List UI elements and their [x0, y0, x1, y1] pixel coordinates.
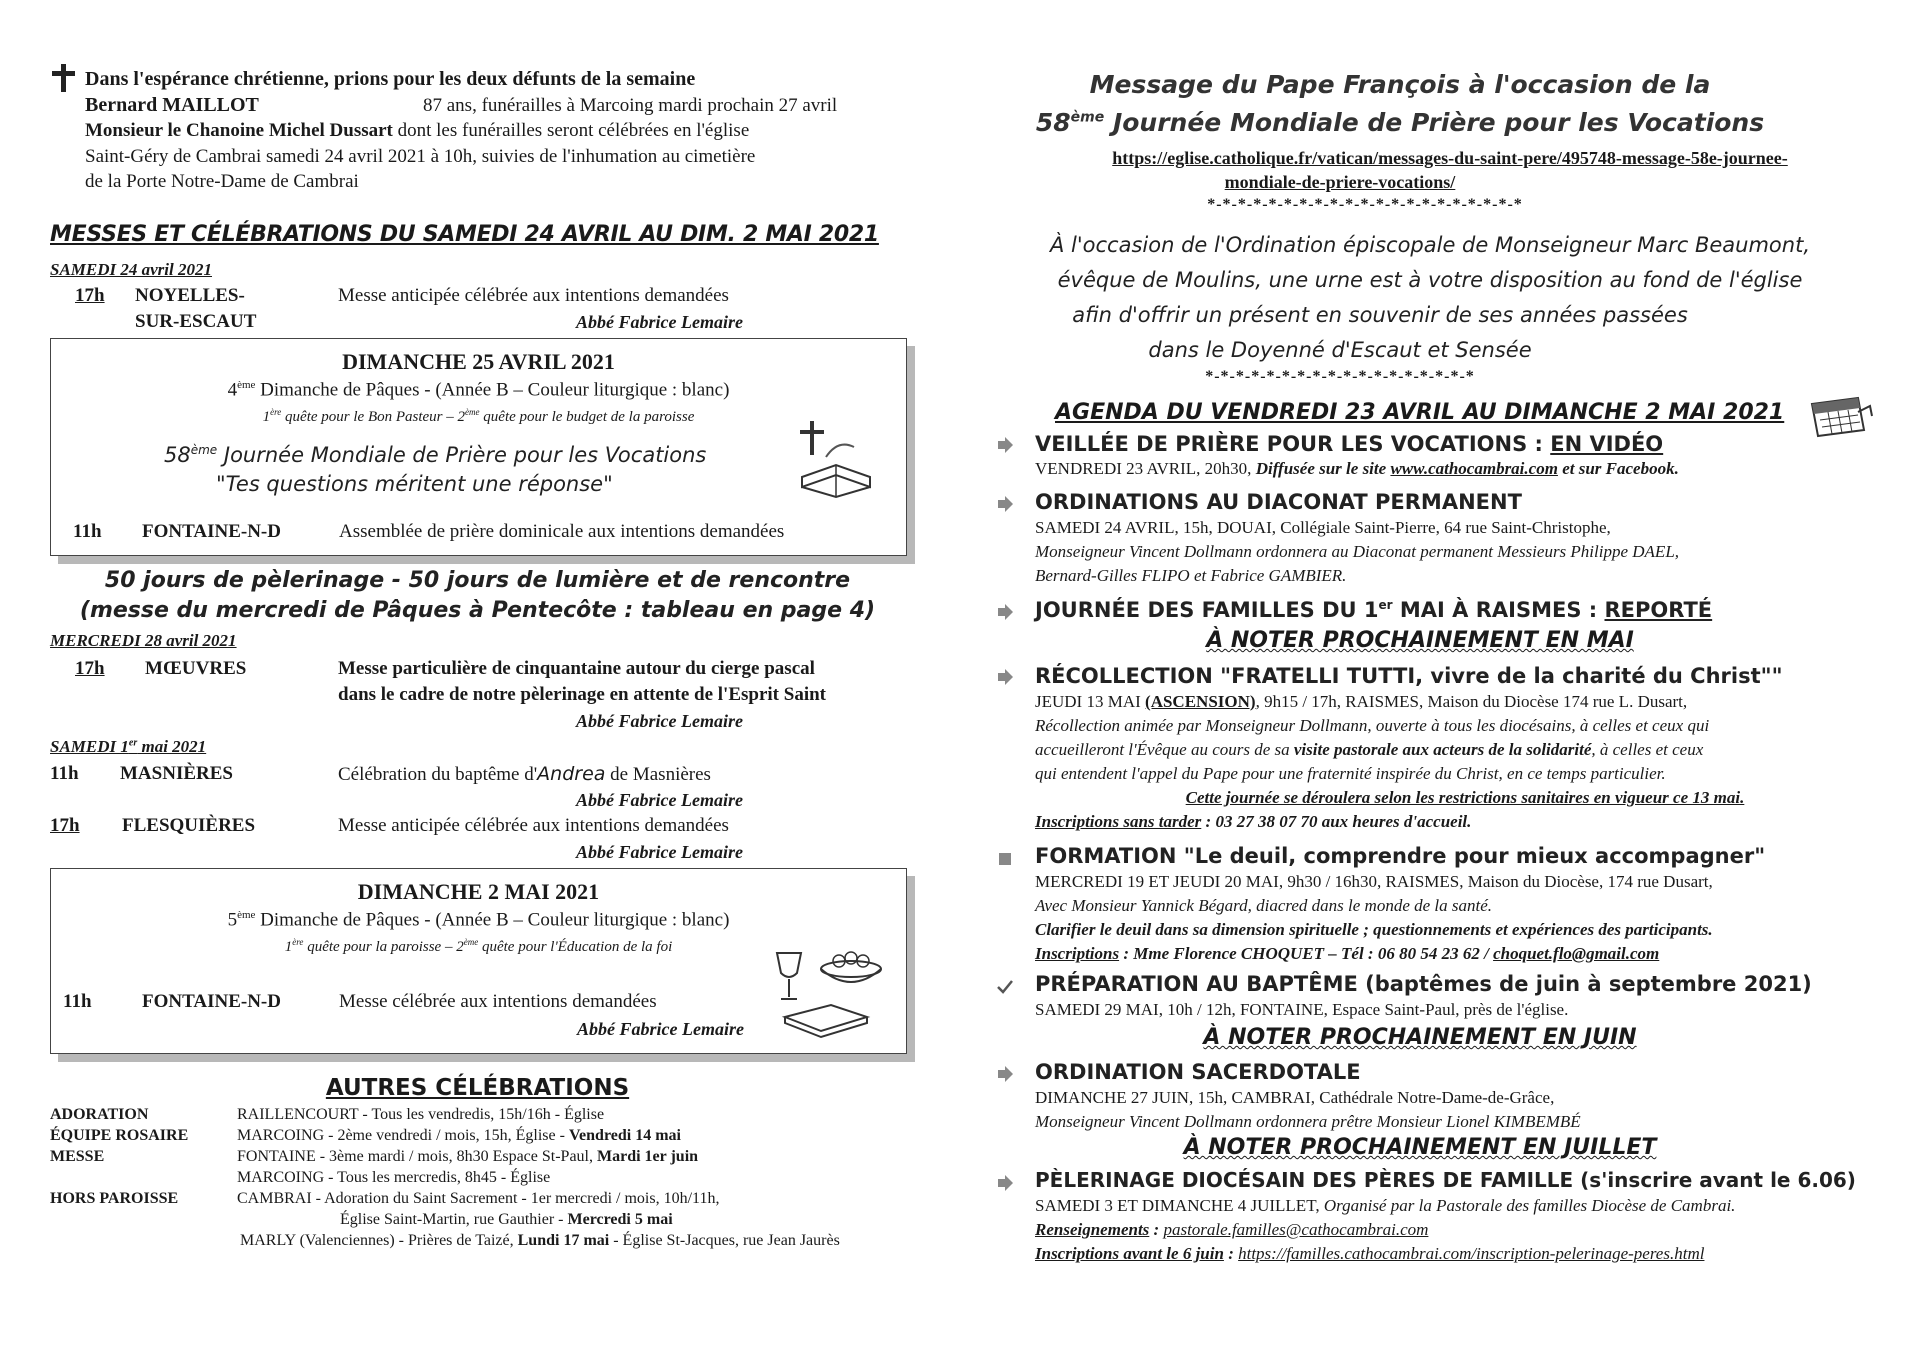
sun25-desc: Assemblée de prière dominicale aux intentions demandées — [339, 521, 785, 542]
wed28-place: MŒUVRES — [145, 658, 247, 679]
ordination-stars: *-*-*-*-*-*-*-*-*-*-*-*-*-*-*-*-*-* — [1205, 368, 1475, 385]
autres-label-2: ÉQUIPE ROSAIRE — [50, 1127, 189, 1144]
autres-label-3: MESSE — [50, 1148, 105, 1165]
deceased-2-line2: Saint-Géry de Cambrai samedi 24 avril 2021 à 10h, suivies de l'inhumation au cimetière — [85, 146, 756, 167]
sunday-2-box — [50, 868, 907, 1054]
sun25-quote: "Tes questions méritent une réponse" — [216, 472, 613, 496]
autres-text-6: Église Saint-Martin, rue Gauthier - Mercredi 5 mai — [340, 1211, 673, 1228]
wed28-time: 17h — [75, 658, 105, 679]
arrow-bullet-icon — [996, 668, 1014, 686]
sun2-time: 11h — [63, 991, 92, 1012]
sat1-r1-place: MASNIÈRES — [120, 763, 233, 784]
pope-line-1: Message du Pape François à l'occasion de la — [1089, 70, 1711, 99]
deceased-1-name: Bernard MAILLOT — [85, 94, 259, 116]
ordination-notice-4: dans le Doyenné d'Escaut et Sensée — [1148, 338, 1532, 362]
sun2-place: FONTAINE-N-D — [142, 991, 281, 1012]
calendar-icon — [1808, 392, 1876, 440]
pelerinage-url-link[interactable]: https://familles.cathocambrai.com/inscription-pelerinage-peres.html — [1238, 1244, 1705, 1263]
pelerinage-line-3: Inscriptions avant le 6 juin : https://familles.cathocambrai.com/inscription-pelerinage-peres.html — [1035, 1244, 1705, 1263]
diaconat-title: ORDINATIONS AU DIACONAT PERMANENT — [1035, 490, 1522, 514]
pope-url-line-1[interactable]: https://eglise.catholique.fr/vatican/messages-du-saint-pere/495748-message-58e-journee- — [1112, 148, 1788, 168]
sunday-25-box — [50, 338, 907, 556]
pelerinage-line-2: Renseignements : pastorale.familles@cathocambrai.com — [1035, 1220, 1429, 1239]
recollection-title: RÉCOLLECTION "FRATELLI TUTTI, vivre de la charité du Christ"" — [1035, 664, 1783, 688]
recollection-line-6: Inscriptions sans tarder : 03 27 38 07 70 aux heures d'accueil. — [1035, 812, 1472, 831]
sun25-place: FONTAINE-N-D — [142, 521, 281, 542]
sun25-subtitle: 4ème Dimanche de Pâques - (Année B – Couleur liturgique : blanc) — [227, 379, 730, 401]
recollection-line-5: Cette journée se déroulera selon les restrictions sanitaires en vigueur ce 13 mai. — [1185, 788, 1745, 807]
sat1-r2-time: 17h — [50, 815, 80, 836]
ordination-notice-3: afin d'offrir un présent en souvenir de ses années passées — [1072, 303, 1688, 327]
sat1-r2-place: FLESQUIÈRES — [122, 815, 256, 836]
sat1-r1-priest: Abbé Fabrice Lemaire — [576, 790, 743, 810]
sat1-r1-desc: Célébration du baptême d'Andrea de Masnières — [338, 763, 711, 785]
autres-label-5: HORS PAROISSE — [50, 1190, 179, 1207]
sun25-title: DIMANCHE 25 AVRIL 2021 — [342, 349, 615, 374]
pelerinage-line-1: SAMEDI 3 ET DIMANCHE 4 JUILLET, Organisé par la Pastorale des familles Diocèse de Cambrai. — [1035, 1196, 1736, 1215]
bapteme-title: PRÉPARATION AU BAPTÊME (baptêmes de juin à septembre 2021) — [1035, 972, 1812, 996]
autres-text-4: MARCOING - Tous les mercredis, 8h45 - Église — [237, 1169, 551, 1186]
square-bullet-icon — [996, 850, 1014, 868]
formation-line-1: MERCREDI 19 ET JEUDI 20 MAI, 9h30 / 16h30, RAISMES, Maison du Diocèse, 174 rue Dusart, — [1035, 872, 1713, 891]
sun2-priest: Abbé Fabrice Lemaire — [577, 1019, 744, 1039]
wed28-date: MERCREDI 28 avril 2021 — [50, 631, 237, 650]
autres-text-7: MARLY (Valenciennes) - Prières de Taizé, Lundi 17 mai - Église St-Jacques, rue Jean Jaurès — [240, 1232, 840, 1249]
arrow-bullet-icon — [996, 603, 1014, 621]
autres-label-1: ADORATION — [50, 1106, 149, 1123]
autres-title: AUTRES CÉLÉBRATIONS — [325, 1075, 630, 1101]
veillee-title: VEILLÉE DE PRIÈRE POUR LES VOCATIONS : EN VIDÉO — [1035, 432, 1664, 456]
pilgrimage-line-2: (messe du mercredi de Pâques à Pentecôte : tableau en page 4) — [79, 598, 876, 623]
sun2-quete: 1ère quête pour la paroisse – 2ème quête pour l'Éducation de la foi — [284, 937, 673, 955]
arrow-bullet-icon — [996, 495, 1014, 513]
wed28-desc-2: dans le cadre de notre pèlerinage en attente de l'Esprit Saint — [338, 684, 826, 705]
veillee-link[interactable]: www.cathocambrai.com — [1390, 459, 1558, 478]
sat1-date: SAMEDI 1er mai 2021 — [50, 737, 207, 756]
veillee-detail: VENDREDI 23 AVRIL, 20h30, Diffusée sur le site www.cathocambrai.com et sur Facebook. — [1035, 459, 1679, 478]
wed28-desc-1: Messe particulière de cinquantaine autour du cierge pascal — [338, 658, 815, 679]
masses-title: MESSES ET CÉLÉBRATIONS DU SAMEDI 24 AVRIL AU DIM. 2 MAI 2021 — [50, 222, 879, 247]
pelerinage-email-link[interactable]: pastorale.familles@cathocambrai.com — [1163, 1220, 1429, 1239]
formation-title: FORMATION "Le deuil, comprendre pour mieux accompagner" — [1035, 844, 1766, 868]
chalice-bread-icon — [771, 939, 891, 1039]
diaconat-line-3: Bernard-Gilles FLIPO et Fabrice GAMBIER. — [1035, 566, 1347, 585]
diaconat-line-1: SAMEDI 24 AVRIL, 15h, DOUAI, Collégiale Saint-Pierre, 64 rue Saint-Christophe, — [1035, 518, 1611, 537]
sat24-time: 17h — [75, 285, 105, 306]
sat24-priest: Abbé Fabrice Lemaire — [576, 312, 743, 332]
deceased-2-line — [85, 120, 749, 142]
pope-url-line-2[interactable]: mondiale-de-priere-vocations/ — [1224, 172, 1456, 192]
sat1-r1-time: 11h — [50, 763, 79, 784]
formation-line-3: Clarifier le deuil dans sa dimension spirituelle ; questionnements et expériences des participants. — [1035, 920, 1713, 939]
recollection-line-2: Récollection animée par Monseigneur Dollmann, ouverte à tous les diocésains, à celles et ceux qui — [1035, 716, 1710, 735]
sacerdotale-line-1: DIMANCHE 27 JUIN, 15h, CAMBRAI, Cathédrale Notre-Dame-de-Grâce, — [1035, 1088, 1555, 1107]
arrow-bullet-icon — [996, 1065, 1014, 1083]
sun25-quete: 1ère quête pour le Bon Pasteur – 2ème quête pour le budget de la paroisse — [262, 407, 695, 425]
sat1-r2-desc: Messe anticipée célébrée aux intentions demandées — [338, 815, 729, 836]
sacerdotale-title: ORDINATION SACERDOTALE — [1035, 1060, 1361, 1084]
recollection-line-1: JEUDI 13 MAI (ASCENSION), 9h15 / 17h, RAISMES, Maison du Diocèse 174 rue L. Dusart, — [1035, 692, 1688, 711]
diaconat-line-2: Monseigneur Vincent Dollmann ordonnera au Diaconat permanent Messieurs Philippe DAEL, — [1035, 542, 1680, 561]
deceased-2-name: Monsieur le Chanoine Michel Dussart — [85, 120, 393, 141]
sun2-subtitle: 5ème Dimanche de Pâques - (Année B – Couleur liturgique : blanc) — [227, 909, 730, 931]
sat24-place-1: NOYELLES- — [135, 285, 245, 306]
sat24-date: SAMEDI 24 avril 2021 — [50, 260, 212, 279]
pilgrimage-line-1: 50 jours de pèlerinage - 50 jours de lumière et de rencontre — [104, 568, 851, 593]
sat24-place-2: SUR-ESCAUT — [135, 311, 257, 332]
right-page — [980, 0, 1920, 1354]
ordination-notice-1: À l'occasion de l'Ordination épiscopale de Monseigneur Marc Beaumont, — [1050, 233, 1810, 257]
check-bullet-icon — [996, 978, 1014, 996]
formation-email-link[interactable]: choquet.flo@gmail.com — [1493, 944, 1660, 963]
formation-line-4: Inscriptions : Mme Florence CHOQUET – Tél : 06 80 54 23 62 / choquet.flo@gmail.com — [1035, 944, 1660, 963]
familles-title: JOURNÉE DES FAMILLES DU 1er MAI À RAISMES : REPORTÉ — [1035, 598, 1713, 622]
cross-icon — [50, 62, 78, 94]
autres-text-2: MARCOING - 2ème vendredi / mois, 15h, Église - Vendredi 14 mai — [237, 1127, 681, 1144]
recollection-line-4: qui entendent l'appel du Pape pour une fraternité inspirée du Christ, en ce temps particulier. — [1035, 764, 1666, 783]
deceased-2-text: dont les funérailles seront célébrées en l'église — [392, 120, 750, 141]
pelerinage-title: PÈLERINAGE DIOCÉSAIN DES PÈRES DE FAMILLE (s'inscrire avant le 6.06) — [1035, 1168, 1856, 1192]
bible-cross-icon — [796, 417, 876, 501]
recollection-line-3: accueilleront l'Évêque au cours de sa visite pastorale aux acteurs de la solidarité, à celles et ceux — [1035, 740, 1704, 759]
deceased-title: Dans l'espérance chrétienne, prions pour les deux défunts de la semaine — [85, 68, 696, 90]
wed28-priest: Abbé Fabrice Lemaire — [576, 711, 743, 731]
deceased-2-line3: de la Porte Notre-Dame de Cambrai — [85, 171, 359, 192]
sacerdotale-line-2: Monseigneur Vincent Dollmann ordonnera prêtre Monsieur Lionel KIMBEMBÉ — [1035, 1112, 1581, 1131]
autres-text-1: RAILLENCOURT - Tous les vendredis, 15h/16h - Église — [237, 1106, 605, 1123]
pope-stars: *-*-*-*-*-*-*-*-*-*-*-*-*-*-*-*-*-*-*-*-* — [1207, 196, 1523, 213]
ordination-notice-2: évêque de Moulins, une urne est à votre disposition au fond de l'église — [1057, 268, 1803, 292]
noter-juin-heading: À NOTER PROCHAINEMENT EN JUIN — [1203, 1025, 1637, 1050]
bapteme-line-1: SAMEDI 29 MAI, 10h / 12h, FONTAINE, Espace Saint-Paul, près de l'église. — [1035, 1000, 1569, 1019]
sun2-title: DIMANCHE 2 MAI 2021 — [357, 879, 600, 904]
sun25-time: 11h — [73, 521, 102, 542]
sun2-desc: Messe célébrée aux intentions demandées — [339, 991, 657, 1012]
noter-mai-heading: À NOTER PROCHAINEMENT EN MAI — [1206, 628, 1634, 653]
arrow-bullet-icon — [996, 436, 1014, 454]
agenda-title: AGENDA DU VENDREDI 23 AVRIL AU DIMANCHE 2 MAI 2021 — [1055, 400, 1785, 425]
deceased-1-text: 87 ans, funérailles à Marcoing mardi prochain 27 avril — [423, 95, 838, 116]
noter-juillet-heading: À NOTER PROCHAINEMENT EN JUILLET — [1183, 1135, 1657, 1160]
formation-line-2: Avec Monsieur Yannick Bégard, diacred dans le monde de la santé. — [1035, 896, 1493, 915]
autres-text-5: CAMBRAI - Adoration du Saint Sacrement - 1er mercredi / mois, 10h/11h, — [237, 1190, 720, 1207]
pope-line-2: 58ème Journée Mondiale de Prière pour les Vocations — [1035, 108, 1765, 137]
sat24-desc: Messe anticipée célébrée aux intentions demandées — [338, 285, 729, 306]
sat1-r2-priest: Abbé Fabrice Lemaire — [576, 842, 743, 862]
arrow-bullet-icon — [996, 1174, 1014, 1192]
autres-text-3: FONTAINE - 3ème mardi / mois, 8h30 Espace St-Paul, Mardi 1er juin — [237, 1148, 699, 1165]
sun25-journee: 58ème Journée Mondiale de Prière pour les Vocations — [164, 443, 707, 467]
